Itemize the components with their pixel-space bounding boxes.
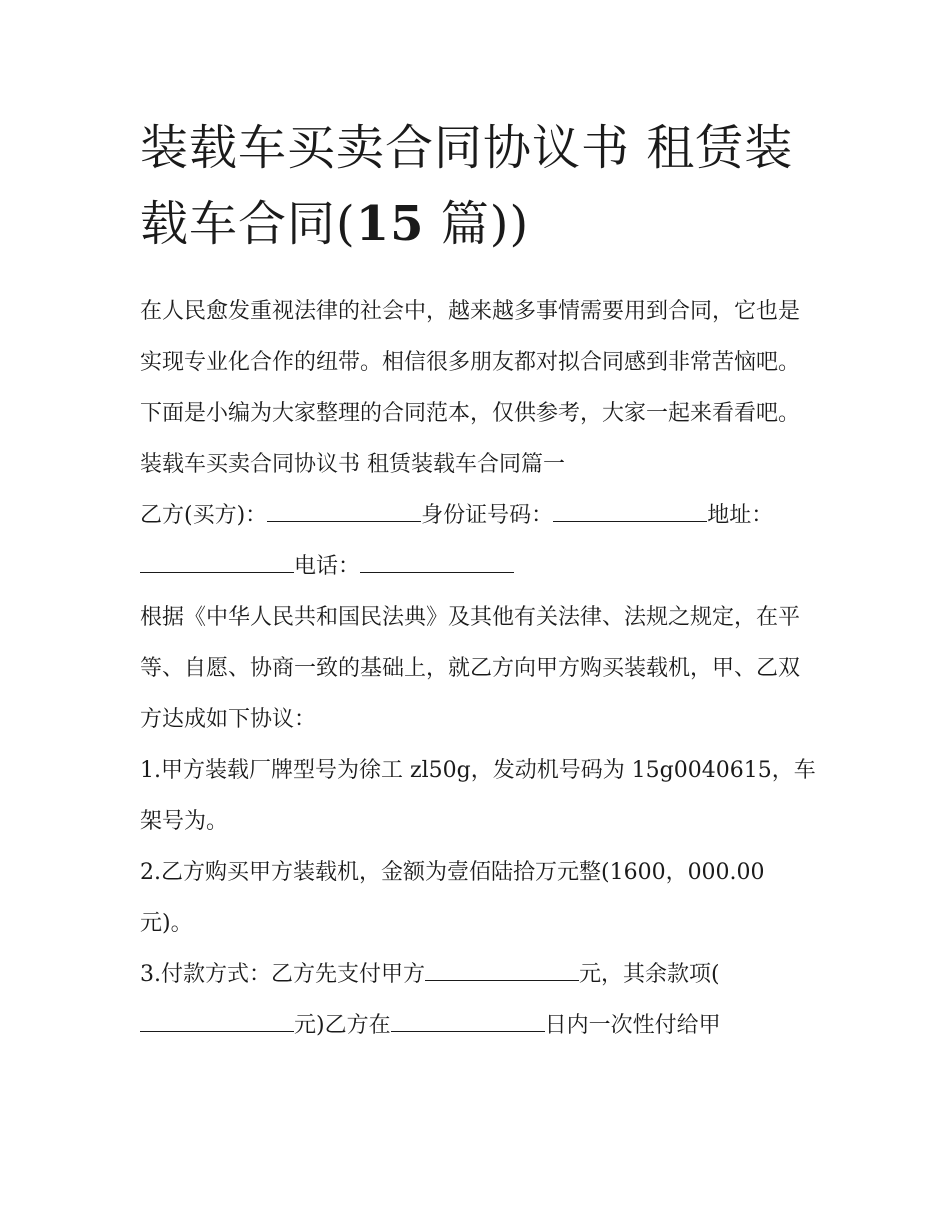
phone-label: 电话： [294, 554, 361, 579]
id-blank [553, 503, 707, 522]
id-label: 身份证号码： [421, 503, 554, 528]
address-blank [140, 554, 294, 573]
intro-paragraph: 在人民愈发重视法律的社会中，越来越多事情需要用到合同，它也是实现专业化合作的纽带。相信很多朋友都对拟合同感到非常苦恼吧。下面是小编为大家整理的合同范本，仅供参考，大家一起来看看吧。 [140, 299, 801, 426]
clause-3-blank-3 [391, 1013, 545, 1032]
phone-blank [360, 554, 514, 573]
title-number: 15 [355, 196, 425, 252]
document-body [140, 286, 820, 1051]
party-info-paragraph [140, 490, 820, 592]
address-label: 地址： [707, 503, 774, 528]
clause-1: 1.甲方装载厂牌型号为徐工 zl50g，发动机号码为 15g0040615，车架号为。 [140, 758, 816, 834]
clause-3-text-d: 日内一次性付给甲 [544, 1013, 721, 1038]
document-content [140, 110, 820, 1051]
clause-2: 2.乙方购买甲方装载机，金额为壹佰陆拾万元整(1600，000.00 元)。 [140, 860, 765, 936]
title-text: 装载车买卖合同协议书 租赁装载车合同( [140, 120, 794, 252]
section-heading: 装载车买卖合同协议书 租赁装载车合同篇一 [140, 452, 565, 477]
clause-3-blank-1 [425, 962, 579, 981]
party-b-blank [267, 503, 421, 522]
document-title: 装载车买卖合同协议书 租赁装载车合同(15 篇)) [140, 120, 794, 252]
clause-3-text-a: 3.付款方式：乙方先支付甲方 [140, 962, 425, 987]
clause-3-blank-2 [140, 1013, 294, 1032]
clause-3-text-b: 元，其余款项( [579, 962, 720, 987]
clause-3-text-c: 元)乙方在 [294, 1013, 391, 1038]
basis-paragraph: 根据《中华人民共和国民法典》及其他有关法律、法规之规定，在平等、自愿、协商一致的基础上，就乙方向甲方购买装载机，甲、乙双方达成如下协议： [140, 605, 801, 732]
party-b-label: 乙方(买方)： [140, 503, 268, 528]
clause-3 [140, 949, 820, 1051]
title-suffix: 篇) [424, 196, 510, 252]
